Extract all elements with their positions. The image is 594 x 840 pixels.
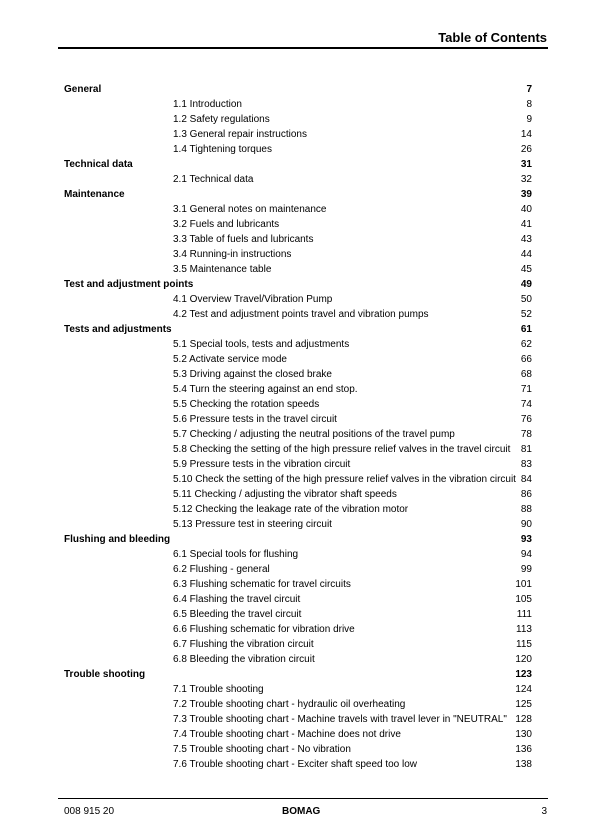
toc-section-row[interactable] xyxy=(64,532,532,547)
toc-entry-title: 5.10 Check the setting of the high pressure relief valves in the vibration circuit xyxy=(173,474,516,485)
toc-entry-row[interactable] xyxy=(64,727,532,742)
toc-entry-title: 1.2 Safety regulations xyxy=(173,114,270,125)
toc-entry-title: 5.12 Checking the leakage rate of the vibration motor xyxy=(173,504,409,515)
table-of-contents xyxy=(64,82,532,772)
toc-section-row[interactable] xyxy=(64,322,532,337)
toc-entry-title: 1.1 Introduction xyxy=(173,99,242,110)
toc-page-number: 115 xyxy=(516,639,532,650)
toc-page-number: 43 xyxy=(520,234,532,245)
toc-entry-row[interactable] xyxy=(64,652,532,667)
toc-entry-title: 6.5 Bleeding the travel circuit xyxy=(173,609,302,620)
toc-entry-title: 7.5 Trouble shooting chart - No vibration xyxy=(173,744,351,755)
toc-page-number: 39 xyxy=(520,189,532,200)
toc-entry-row[interactable] xyxy=(64,442,532,457)
toc-entry-row[interactable] xyxy=(64,217,532,232)
toc-section-row[interactable] xyxy=(64,187,532,202)
toc-page-number: 123 xyxy=(515,669,532,680)
toc-entry-title: 5.2 Activate service mode xyxy=(173,354,287,365)
toc-page-number: 93 xyxy=(520,534,532,545)
toc-section-title: Flushing and bleeding xyxy=(64,534,171,545)
toc-page-number: 111 xyxy=(516,609,532,620)
toc-entry-title: 6.4 Flashing the travel circuit xyxy=(173,594,301,605)
toc-section-row[interactable] xyxy=(64,82,532,97)
toc-entry-row[interactable] xyxy=(64,427,532,442)
toc-entry-row[interactable] xyxy=(64,472,532,487)
toc-entry-row[interactable] xyxy=(64,517,532,532)
toc-entry-row[interactable] xyxy=(64,697,532,712)
toc-entry-row[interactable] xyxy=(64,742,532,757)
header-divider xyxy=(58,47,548,49)
toc-entry-title: 5.7 Checking / adjusting the neutral positions of the travel pump xyxy=(173,429,455,440)
toc-section-row[interactable] xyxy=(64,157,532,172)
toc-entry-row[interactable] xyxy=(64,352,532,367)
toc-entry-title: 5.1 Special tools, tests and adjustments xyxy=(173,339,350,350)
toc-section-title: Trouble shooting xyxy=(64,669,146,680)
toc-section-row[interactable] xyxy=(64,277,532,292)
toc-page-number: 99 xyxy=(520,564,532,575)
toc-entry-row[interactable] xyxy=(64,142,532,157)
toc-entry-row[interactable] xyxy=(64,397,532,412)
toc-entry-row[interactable] xyxy=(64,172,532,187)
toc-entry-row[interactable] xyxy=(64,457,532,472)
toc-entry-row[interactable] xyxy=(64,682,532,697)
toc-section-title: Tests and adjustments xyxy=(64,324,172,335)
toc-entry-row[interactable] xyxy=(64,112,532,127)
toc-page-number: 76 xyxy=(520,414,532,425)
document-number: 008 915 20 xyxy=(64,806,115,817)
toc-section-row[interactable] xyxy=(64,667,532,682)
toc-entry-row[interactable] xyxy=(64,607,532,622)
toc-entry-row[interactable] xyxy=(64,637,532,652)
toc-entry-row[interactable] xyxy=(64,487,532,502)
toc-page-number: 49 xyxy=(520,279,532,290)
toc-entry-title: 3.3 Table of fuels and lubricants xyxy=(173,234,314,245)
toc-page-number: 86 xyxy=(520,489,532,500)
toc-page-number: 113 xyxy=(516,624,532,635)
toc-entry-row[interactable] xyxy=(64,577,532,592)
toc-page-number: 9 xyxy=(526,114,532,125)
toc-entry-title: 5.9 Pressure tests in the vibration circuit xyxy=(173,459,351,470)
toc-entry-row[interactable] xyxy=(64,337,532,352)
toc-page-number: 44 xyxy=(520,249,532,260)
toc-page-number: 83 xyxy=(520,459,532,470)
toc-page-number: 31 xyxy=(520,159,532,170)
toc-entry-title: 5.6 Pressure tests in the travel circuit xyxy=(173,414,337,425)
toc-entry-title: 6.3 Flushing schematic for travel circuits xyxy=(173,579,351,590)
toc-section-title: Test and adjustment points xyxy=(64,279,194,290)
page-number: 3 xyxy=(541,806,547,817)
toc-section-title: General xyxy=(64,84,102,95)
toc-entry-row[interactable] xyxy=(64,127,532,142)
toc-entry-title: 7.4 Trouble shooting chart - Machine does not drive xyxy=(173,729,401,740)
toc-page-number: 14 xyxy=(520,129,532,140)
toc-page-number: 41 xyxy=(520,219,532,230)
toc-page-number: 74 xyxy=(520,399,532,410)
toc-entry-row[interactable] xyxy=(64,232,532,247)
toc-entry-title: 5.4 Turn the steering against an end stop. xyxy=(173,384,358,395)
toc-entry-row[interactable] xyxy=(64,367,532,382)
toc-entry-row[interactable] xyxy=(64,712,532,727)
toc-entry-row[interactable] xyxy=(64,202,532,217)
toc-page-number: 101 xyxy=(515,579,532,590)
toc-entry-title: 2.1 Technical data xyxy=(173,174,254,185)
toc-entry-title: 3.4 Running-in instructions xyxy=(173,249,292,260)
toc-page-number: 88 xyxy=(520,504,532,515)
toc-page-number: 120 xyxy=(515,654,532,665)
toc-page-number: 125 xyxy=(515,699,532,710)
toc-page-number: 84 xyxy=(520,474,532,485)
toc-entry-row[interactable] xyxy=(64,247,532,262)
toc-page-number: 45 xyxy=(520,264,532,275)
toc-page-number: 94 xyxy=(520,549,532,560)
toc-entry-title: 7.1 Trouble shooting xyxy=(173,684,264,695)
toc-entry-title: 5.5 Checking the rotation speeds xyxy=(173,399,320,410)
toc-page-number: 78 xyxy=(520,429,532,440)
toc-entry-row[interactable] xyxy=(64,502,532,517)
footer-divider xyxy=(58,798,548,799)
toc-entry-title: 6.1 Special tools for flushing xyxy=(173,549,299,560)
toc-page-number: 90 xyxy=(520,519,532,530)
toc-entry-title: 1.3 General repair instructions xyxy=(173,129,307,140)
toc-entry-row[interactable] xyxy=(64,292,532,307)
toc-page-number: 124 xyxy=(515,684,532,695)
toc-entry-row[interactable] xyxy=(64,547,532,562)
toc-entry-title: 1.4 Tightening torques xyxy=(173,144,272,155)
toc-page-number: 26 xyxy=(520,144,532,155)
toc-page-number: 136 xyxy=(515,744,532,755)
toc-page-number: 8 xyxy=(526,99,532,110)
toc-entry-row[interactable] xyxy=(64,592,532,607)
toc-page-number: 71 xyxy=(520,384,532,395)
toc-page-number: 138 xyxy=(515,759,532,770)
toc-entry-title: 7.3 Trouble shooting chart - Machine travels with travel lever in "NEUTRAL" xyxy=(173,714,507,725)
toc-page-number: 128 xyxy=(515,714,532,725)
toc-entry-title: 6.8 Bleeding the vibration circuit xyxy=(173,654,315,665)
toc-entry-row[interactable] xyxy=(64,97,532,112)
toc-entry-row[interactable] xyxy=(64,307,532,322)
toc-page-number: 105 xyxy=(515,594,532,605)
toc-entry-row[interactable] xyxy=(64,412,532,427)
toc-page-number: 40 xyxy=(520,204,532,215)
toc-page-number: 62 xyxy=(520,339,532,350)
toc-entry-title: 7.6 Trouble shooting chart - Exciter shaft speed too low xyxy=(173,759,418,770)
toc-page-number: 61 xyxy=(520,324,532,335)
toc-entry-title: 5.13 Pressure test in steering circuit xyxy=(173,519,332,530)
toc-page-number: 66 xyxy=(520,354,532,365)
toc-entry-title: 4.1 Overview Travel/Vibration Pump xyxy=(173,294,333,305)
toc-page-number: 68 xyxy=(520,369,532,380)
toc-entry-row[interactable] xyxy=(64,622,532,637)
toc-page-number: 81 xyxy=(520,444,532,455)
toc-entry-title: 5.11 Checking / adjusting the vibrator shaft speeds xyxy=(173,489,397,500)
toc-entry-row[interactable] xyxy=(64,382,532,397)
toc-entry-title: 3.2 Fuels and lubricants xyxy=(173,219,280,230)
toc-section-title: Technical data xyxy=(64,159,133,170)
toc-entry-title: 4.2 Test and adjustment points travel and vibration pumps xyxy=(173,309,429,320)
toc-page-number: 52 xyxy=(520,309,532,320)
toc-entry-title: 3.1 General notes on maintenance xyxy=(173,204,327,215)
toc-entry-title: 7.2 Trouble shooting chart - hydraulic oil overheating xyxy=(173,699,406,710)
toc-page-number: 50 xyxy=(520,294,532,305)
toc-page-number: 32 xyxy=(520,174,532,185)
toc-entry-row[interactable] xyxy=(64,262,532,277)
toc-entry-row[interactable] xyxy=(64,562,532,577)
toc-entry-title: 6.6 Flushing schematic for vibration drive xyxy=(173,624,355,635)
brand-name: BOMAG xyxy=(282,806,321,817)
toc-entry-title: 6.7 Flushing the vibration circuit xyxy=(173,639,314,650)
toc-entry-title: 3.5 Maintenance table xyxy=(173,264,272,275)
toc-entry-title: 5.3 Driving against the closed brake xyxy=(173,369,332,380)
page-header-title: Table of Contents xyxy=(438,30,547,45)
toc-entry-title: 5.8 Checking the setting of the high pressure relief valves in the travel circuit xyxy=(173,444,511,455)
toc-page-number: 130 xyxy=(515,729,532,740)
toc-section-title: Maintenance xyxy=(64,189,125,200)
toc-entry-row[interactable] xyxy=(64,757,532,772)
toc-page-number: 7 xyxy=(526,84,532,95)
toc-entry-title: 6.2 Flushing - general xyxy=(173,564,270,575)
